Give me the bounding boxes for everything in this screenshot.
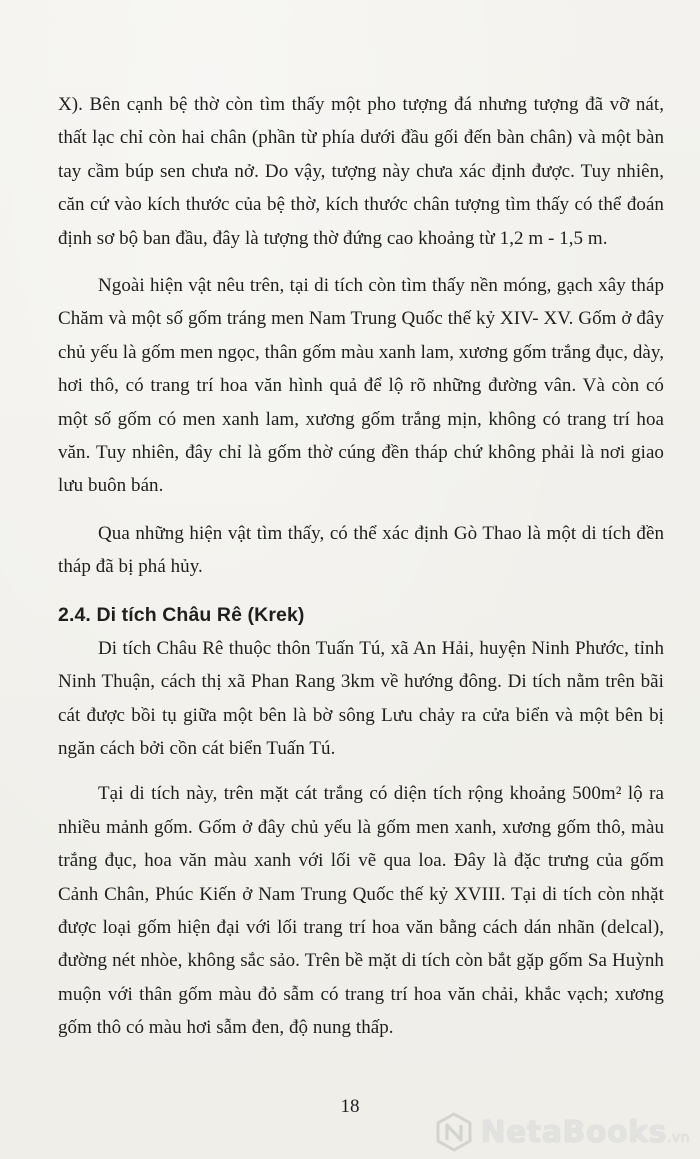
paragraph-conclusion: Qua những hiện vật tìm thấy, có thể xác định Gò Thao là một di tích đền tháp đã bị phá hủy.: [58, 522, 664, 578]
page-number: 18: [340, 1096, 360, 1117]
section-heading: 2.4. Di tích Châu Rê (Krek): [58, 603, 305, 626]
paragraph-continuation: X). Bên cạnh bệ thờ còn tìm thấy một pho tượng đá nhưng tượng đã vỡ nát, thất lạc chỉ còn hai chân (phần từ phía dưới đầu gối đến bàn chân) và một bàn tay cầm búp sen chưa nở. Do vậy, tượng này chưa xác định được. Tuy nhiên, căn cứ vào kích thước của bệ thờ, kích thước chân tượng tìm thấy có thể đoán định sơ bộ ban đầu, đây là tượng thờ đứng cao khoảng từ 1,2 m - 1,5 m.: [58, 94, 664, 249]
paragraph-ceramics: Tại di tích này, trên mặt cát trắng có diện tích rộng khoảng 500m² lộ ra nhiều mảnh gốm. Gốm ở đây chủ yếu là gốm men xanh, xương gốm thô, màu trắng đục, hoa văn màu xanh với lối vẽ qua loa. Đây là đặc trưng của gốm Cảnh Chân, Phúc Kiến ở Nam Trung Quốc thế kỷ XVIII. Tại di tích còn nhặt được loại gốm hiện đại với lối trang trí hoa văn bằng cách dán nhãn (delcal), đường nét nhòe, không sắc sảo. Trên bề mặt di tích còn bắt gặp gốm Sa Huỳnh muộn với thân gốm màu đỏ sẫm có trang trí hoa văn chải, khắc vạch; xương gốm thô có màu hơi sẫm đen, độ nung thấp.: [58, 783, 664, 1039]
watermark: [434, 1112, 690, 1152]
watermark-brand: NetaBooks: [480, 1114, 667, 1150]
netabooks-logo-icon: [434, 1112, 474, 1152]
watermark-text: [480, 1115, 690, 1150]
paragraph-location: Di tích Châu Rê thuộc thôn Tuấn Tú, xã An Hải, huyện Ninh Phước, tỉnh Ninh Thuận, cách thị xã Phan Rang 3km về hướng đông. Di tích nằm trên bãi cát được bồi tụ giữa một bên là bờ sông Lưu chảy ra cửa biển và một bên bị ngăn cách bởi cồn cát biển Tuấn Tú.: [58, 637, 664, 759]
watermark-suffix: .vn: [666, 1129, 690, 1146]
paragraph-findings: Ngoài hiện vật nêu trên, tại di tích còn tìm thấy nền móng, gạch xây tháp Chăm và một số gốm tráng men Nam Trung Quốc thế kỷ XIV- XV. Gốm ở đây chủ yếu là gốm men ngọc, thân gốm màu xanh lam, xương gốm trắng đục, dày, hơi thô, có trang trí hoa văn hình quả để lộ rõ những đường vân. Và còn có một số gốm có men xanh lam, xương gốm trắng mịn, không có trang trí hoa văn. Tuy nhiên, đây chỉ là gốm thờ cúng đền tháp chứ không phải là nơi giao lưu buôn bán.: [58, 275, 664, 497]
page-content: [58, 88, 664, 1045]
